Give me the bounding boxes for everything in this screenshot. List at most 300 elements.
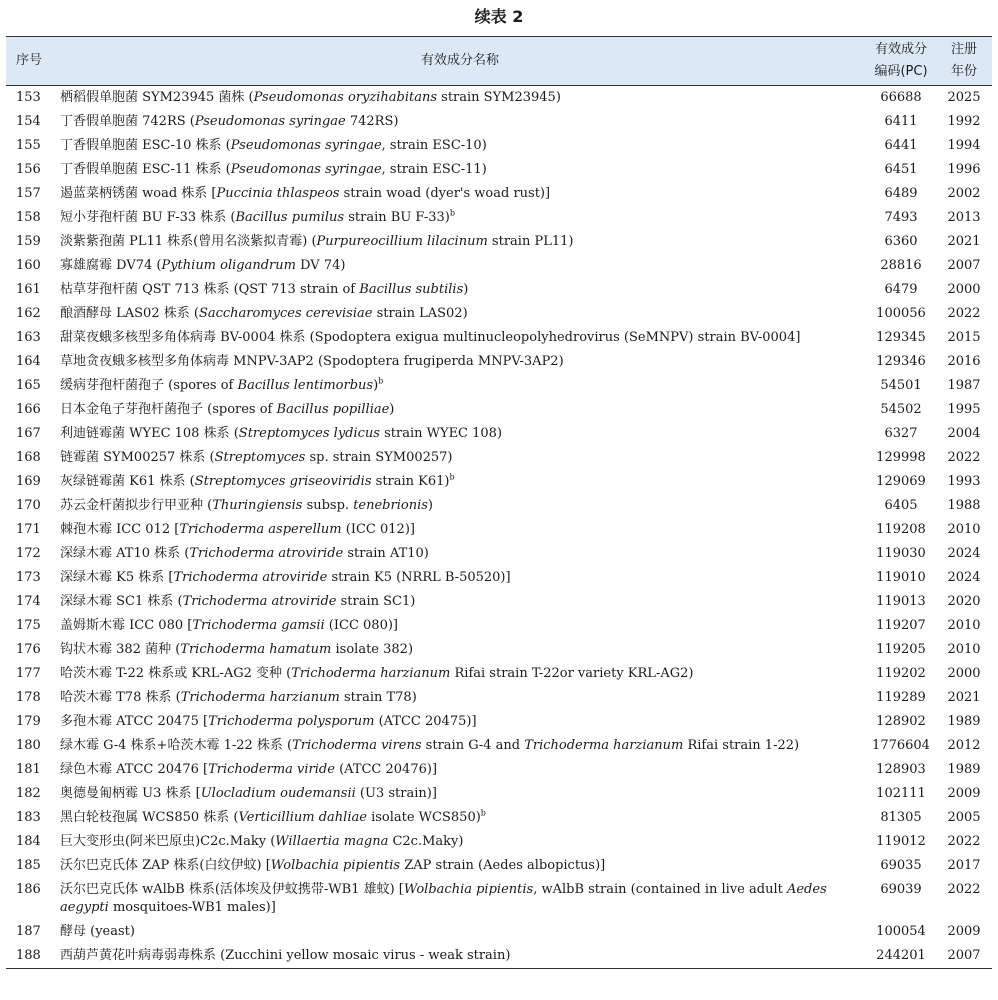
name-text: 丁香假单胞菌 742RS ( [60,114,195,129]
ingredient-name [54,638,866,662]
registration-year: 2010 [947,618,981,633]
registration-year: 2015 [947,330,981,345]
name-text: strain WYEC 108) [379,426,503,441]
scientific-name: Trichoderma harzianum [524,738,684,753]
pc-code: 102111 [876,786,926,801]
registration-year: 2012 [947,738,981,753]
registration-year: 2022 [947,834,981,849]
table-header-row [6,37,992,86]
ingredient-name [54,374,866,398]
table-row [6,710,992,734]
table-row [6,110,992,134]
name-text: isolate WCS850) [366,810,481,825]
table-row [6,662,992,686]
pc-code: 69039 [880,882,922,897]
ingredient-name [54,326,866,350]
footnote-mark: b [449,472,455,482]
name-text: (ATCC 20475)] [374,714,477,729]
pc-code: 6360 [884,234,918,249]
table-row [6,854,992,878]
pc-code: 7493 [884,210,918,225]
scientific-name: Trichoderma harzianum [180,690,340,705]
scientific-name: Streptomyces [214,450,306,465]
pc-code: 54501 [880,378,922,393]
table-row [6,158,992,182]
row-number: 164 [16,354,41,369]
scientific-name: Trichoderma atroviride [182,594,337,609]
name-text: strain BU F-33) [344,210,450,225]
ingredient-name [54,446,866,470]
footnote-mark: b [449,208,455,218]
row-number: 183 [16,810,41,825]
pc-code: 100054 [876,924,926,939]
row-number: 182 [16,786,41,801]
ingredient-name [54,758,866,782]
row-number: 161 [16,282,41,297]
name-text: 缓病芽孢杆菌孢子 (spores of [60,378,238,393]
pc-code: 81305 [880,810,922,825]
registration-year: 2007 [947,258,981,273]
name-text: 742RS) [345,114,399,129]
ingredient-name [54,110,866,134]
table-caption: 续表 2 [474,7,524,26]
pc-code: 128902 [876,714,926,729]
row-number: 166 [16,402,41,417]
registration-year: 2024 [947,570,981,585]
row-number: 162 [16,306,41,321]
header-code-line2: 编码(PC) [874,64,928,79]
scientific-name: Trichoderma viride [208,762,335,777]
registration-year: 1989 [947,714,981,729]
ingredient-name [54,782,866,806]
registration-year: 1989 [947,762,981,777]
scientific-name: Pseudomonas syringae [194,114,346,129]
table-row [6,566,992,590]
pc-code: 129345 [876,330,926,345]
registration-year: 2017 [947,858,981,873]
name-text: 甜菜夜蛾多核型多角体病毒 BV-0004 株系 (Spodoptera exigua multinucleopolyhedrovirus (SeMNPV) strain BV-0004] [60,330,801,345]
registration-year: 2022 [947,882,981,897]
registration-year: 2005 [947,810,981,825]
scientific-name: Pseudomonas syringae [230,162,382,177]
row-number: 154 [16,114,41,129]
registration-year: 1987 [947,378,981,393]
table-row [6,278,992,302]
pc-code: 129998 [876,450,926,465]
scientific-name: Saccharomyces cerevisiae [198,306,373,321]
ingredient-name [54,830,866,854]
name-text: 枯草芽孢杆菌 QST 713 株系 (QST 713 strain of [60,282,360,297]
row-number: 157 [16,186,41,201]
registration-year: 1993 [947,474,981,489]
pc-code: 119289 [876,690,926,705]
pc-code: 28816 [880,258,922,273]
pc-code: 119207 [876,618,926,633]
ingredient-name [54,422,866,446]
registration-year: 2010 [947,642,981,657]
scientific-name: Aedes aegypti [60,882,827,915]
ingredient-name [54,254,866,278]
pc-code: 69035 [880,858,922,873]
row-number: 186 [16,882,41,897]
table-row [6,518,992,542]
registration-year: 2021 [947,690,981,705]
table-row [6,590,992,614]
ingredient-name [54,806,866,830]
name-text: DV 74) [295,258,346,273]
scientific-name: Trichoderma atroviride [189,546,344,561]
scientific-name: Ulocladium oudemansii [200,786,356,801]
name-text: 丁香假单胞菌 ESC-10 株系 ( [60,138,231,153]
pc-code: 119030 [876,546,926,561]
name-text: mosquitoes-WB1 males)] [108,900,276,915]
scientific-name: Wolbachia pipientis [270,858,401,873]
scientific-name: Trichoderma hamatum [180,642,332,657]
ingredient-name [54,944,866,969]
name-text: C2c.Maky) [388,834,464,849]
pc-code: 129346 [876,354,926,369]
ingredient-name [54,614,866,638]
pc-code: 6451 [884,162,918,177]
table-row [6,638,992,662]
name-text: strain AT10) [343,546,429,561]
registration-year: 1996 [947,162,981,177]
scientific-name: Bacillus subtilis [359,282,464,297]
name-text: ZAP strain (Aedes albopictus)] [400,858,606,873]
name-text: 苏云金杆菌拟步行甲亚种 ( [60,498,213,513]
name-text: 遏蓝菜柄锈菌 woad 株系 [ [60,186,217,201]
ingredient-name [54,734,866,758]
header-year-line1: 注册 [950,42,977,57]
registration-year: 1994 [947,138,981,153]
table-row [6,350,992,374]
ingredient-name [54,686,866,710]
pc-code: 6405 [884,498,918,513]
name-text: 短小芽孢杆菌 BU F-33 株系 ( [60,210,236,225]
name-text: ) [389,402,395,417]
pc-code: 119012 [876,834,926,849]
scientific-name: Trichoderma asperellum [179,522,342,537]
scientific-name: Verticillium dahliae [238,810,367,825]
name-text: strain LAS02) [372,306,468,321]
pc-code: 119208 [876,522,926,537]
name-text: strain woad (dyer's woad rust)] [339,186,551,201]
name-text: ) [463,282,469,297]
row-number: 181 [16,762,41,777]
name-text: strain T78) [339,690,417,705]
ingredient-name [54,470,866,494]
table-row [6,206,992,230]
active-ingredient-table [6,36,992,969]
pc-code: 6489 [884,186,918,201]
row-number: 167 [16,426,41,441]
header-year-line2: 年份 [950,64,977,79]
registration-year: 2009 [947,786,981,801]
name-text: 奥德曼匍柄霉 U3 株系 [ [60,786,201,801]
name-text: 深绿木霉 SC1 株系 ( [60,594,183,609]
ingredient-name [54,398,866,422]
name-text: 利迪链霉菌 WYEC 108 株系 ( [60,426,239,441]
name-text: 深绿木霉 K5 株系 [ [60,570,174,585]
name-text: 绿木霉 G-4 株系+哈茨木霉 1-22 株系 ( [60,738,293,753]
pc-code: 129069 [876,474,926,489]
row-number: 159 [16,234,41,249]
ingredient-name [54,206,866,230]
name-text: 淡紫紫孢菌 PL11 株系(曾用名淡紫拟青霉) ( [60,234,317,249]
table-row [6,254,992,278]
registration-year: 2016 [947,354,981,369]
row-number: 163 [16,330,41,345]
name-text: 沃尔巴克氏体 ZAP 株系(白纹伊蚊) [ [60,858,271,873]
registration-year: 2021 [947,234,981,249]
table-body [6,86,992,969]
row-number: 188 [6,944,54,969]
pc-code: 128903 [876,762,926,777]
table-row [6,302,992,326]
name-text: (U3 strain)] [355,786,437,801]
ingredient-name [54,302,866,326]
table-row [6,542,992,566]
name-text: ) [373,378,379,393]
registration-year: 2009 [947,924,981,939]
ingredient-name [54,878,866,920]
header-name: 有效成分名称 [54,37,866,86]
pc-code: 6441 [884,138,918,153]
name-text: strain K61) [371,474,450,489]
table-row [6,806,992,830]
name-text: (ICC 080)] [324,618,398,633]
table-row [6,686,992,710]
ingredient-name [54,566,866,590]
name-text: 多孢木霉 ATCC 20475 [ [60,714,209,729]
name-text: 酿酒酵母 LAS02 株系 ( [60,306,199,321]
scientific-name: Pseudomonas syringae [230,138,382,153]
pc-code: 54502 [880,402,922,417]
pc-code: 119202 [876,666,926,681]
name-text: 酵母 (yeast) [60,924,135,939]
scientific-name: Bacillus lentimorbus [237,378,374,393]
name-text: Rifai strain T-22or variety KRL-AG2) [450,666,694,681]
registration-year: 2013 [947,210,981,225]
row-number: 172 [16,546,41,561]
name-text: 链霉菌 SYM00257 株系 ( [60,450,215,465]
name-text: 西葫芦黄花叶病毒弱毒株系 (Zucchini yellow mosaic virus - weak strain) [60,948,511,963]
scientific-name: Trichoderma gamsii [192,618,325,633]
pc-code: 1776604 [872,738,930,753]
row-number: 171 [16,522,41,537]
header-year [936,37,992,86]
pc-code: 100056 [876,306,926,321]
name-text: 日本金龟子芽孢杆菌孢子 (spores of [60,402,277,417]
scientific-name: Trichoderma atroviride [173,570,328,585]
registration-year: 2004 [947,426,981,441]
ingredient-name [54,182,866,206]
name-text: 绿色木霉 ATCC 20476 [ [60,762,209,777]
name-text: , strain ESC-10) [381,138,487,153]
scientific-name: Streptomyces griseoviridis [194,474,372,489]
registration-year: 2024 [947,546,981,561]
registration-year: 1992 [947,114,981,129]
name-text: subsp. [302,498,354,513]
registration-year: 2000 [947,666,981,681]
pc-code: 6327 [884,426,918,441]
scientific-name: Pseudomonas oryzihabitans [253,90,438,105]
row-number: 175 [16,618,41,633]
name-text: 寡雄腐霉 DV74 ( [60,258,162,273]
footnote-mark: b [378,376,384,386]
table-row [6,134,992,158]
name-text: (ICC 012)] [341,522,415,537]
row-number: 180 [16,738,41,753]
table-row [6,494,992,518]
scientific-name: Bacillus popilliae [276,402,390,417]
ingredient-name [54,542,866,566]
registration-year: 2022 [947,306,981,321]
name-text: (ATCC 20476)] [334,762,438,777]
scientific-name: Streptomyces lydicus [238,426,380,441]
row-number: 169 [16,474,41,489]
table-row [6,374,992,398]
name-text: strain PL11) [487,234,574,249]
name-text: 灰绿链霉菌 K61 株系 ( [60,474,195,489]
scientific-name: Purpureocillium lilacinum [316,234,488,249]
row-number: 185 [16,858,41,873]
row-number: 168 [16,450,41,465]
name-text: ) [427,498,433,513]
scientific-name: Thuringiensis [212,498,303,513]
row-number: 173 [16,570,41,585]
pc-code: 66688 [880,90,922,105]
name-text: , strain ESC-11) [381,162,487,177]
table-row [6,944,992,969]
name-text: strain G-4 and [421,738,525,753]
registration-year: 2002 [947,186,981,201]
scientific-name: Pythium oligandrum [161,258,296,273]
table-row [6,326,992,350]
registration-year: 2022 [947,450,981,465]
ingredient-name [54,854,866,878]
ingredient-name [54,710,866,734]
pc-code: 6411 [884,114,918,129]
row-number: 176 [16,642,41,657]
registration-year: 2000 [947,282,981,297]
table-row [6,614,992,638]
scientific-name: tenebrionis [353,498,428,513]
name-text: 深绿木霉 AT10 株系 ( [60,546,190,561]
table-row [6,398,992,422]
header-no: 序号 [6,37,54,86]
ingredient-name [54,662,866,686]
name-text: 盖姆斯木霉 ICC 080 [ [60,618,193,633]
registration-year: 2007 [936,944,992,969]
row-number: 156 [16,162,41,177]
ingredient-name [54,350,866,374]
name-text: 黑白轮枝孢属 WCS850 株系 ( [60,810,239,825]
row-number: 153 [16,90,41,105]
name-text: 哈茨木霉 T-22 株系或 KRL-AG2 变种 ( [60,666,292,681]
pc-code: 119013 [876,594,926,609]
registration-year: 1988 [947,498,981,513]
name-text: 丁香假单胞菌 ESC-11 株系 ( [60,162,231,177]
ingredient-name [54,86,866,111]
registration-year: 1995 [947,402,981,417]
table-row [6,446,992,470]
table-row [6,86,992,111]
ingredient-name [54,158,866,182]
name-text: strain SC1) [336,594,416,609]
ingredient-name [54,230,866,254]
ingredient-name [54,590,866,614]
name-text: 巨大变形虫(阿米巴原虫)C2c.Maky ( [60,834,276,849]
scientific-name: Trichoderma polysporum [208,714,375,729]
ingredient-name [54,494,866,518]
pc-code: 119205 [876,642,926,657]
row-number: 178 [16,690,41,705]
row-number: 177 [16,666,41,681]
pc-code: 244201 [866,944,936,969]
name-text: strain K5 (NRRL B-50520)] [327,570,511,585]
scientific-name: Puccinia thlaspeos [216,186,340,201]
name-text: 草地贪夜蛾多核型多角体病毒 MNPV-3AP2 (Spodoptera frugiperda MNPV-3AP2) [60,354,564,369]
scientific-name: Trichoderma harzianum [291,666,451,681]
row-number: 184 [16,834,41,849]
table-row [6,758,992,782]
registration-year: 2020 [947,594,981,609]
scientific-name: Willaertia magna [275,834,389,849]
row-number: 170 [16,498,41,513]
footnote-mark: b [480,808,486,818]
row-number: 155 [16,138,41,153]
table-row [6,782,992,806]
name-text: sp. strain SYM00257) [305,450,453,465]
row-number: 179 [16,714,41,729]
ingredient-name [54,518,866,542]
name-text: 栖稻假单胞菌 SYM23945 菌株 ( [60,90,254,105]
row-number: 174 [16,594,41,609]
table-row [6,422,992,446]
registration-year: 2010 [947,522,981,537]
table-row [6,470,992,494]
pc-code: 119010 [876,570,926,585]
table-row [6,182,992,206]
row-number: 160 [16,258,41,273]
scientific-name: Trichoderma virens [292,738,422,753]
name-text: 棘孢木霉 ICC 012 [ [60,522,180,537]
header-code-line1: 有效成分 [874,42,927,57]
name-text: isolate 382) [331,642,414,657]
scientific-name: Bacillus pumilus [235,210,345,225]
name-text: 哈茨木霉 T78 株系 ( [60,690,181,705]
scientific-name: Wolbachia pipientis [403,882,534,897]
pc-code: 6479 [884,282,918,297]
ingredient-name [54,278,866,302]
table-row [6,920,992,944]
header-code [866,37,936,86]
name-text: 钩状木霉 382 菌种 ( [60,642,181,657]
table-row [6,734,992,758]
name-text: , wAlbB strain (contained in live adult [533,882,787,897]
ingredient-name [54,920,866,944]
name-text: 沃尔巴克氏体 wAlbB 株系(活体埃及伊蚊携带-WB1 雄蚊) [ [60,882,404,897]
row-number: 158 [16,210,41,225]
ingredient-name [54,134,866,158]
name-text: Rifai strain 1-22) [683,738,800,753]
registration-year: 2025 [947,90,981,105]
table-row [6,878,992,920]
name-text: strain SYM23945) [437,90,561,105]
row-number: 165 [16,378,41,393]
table-row [6,230,992,254]
